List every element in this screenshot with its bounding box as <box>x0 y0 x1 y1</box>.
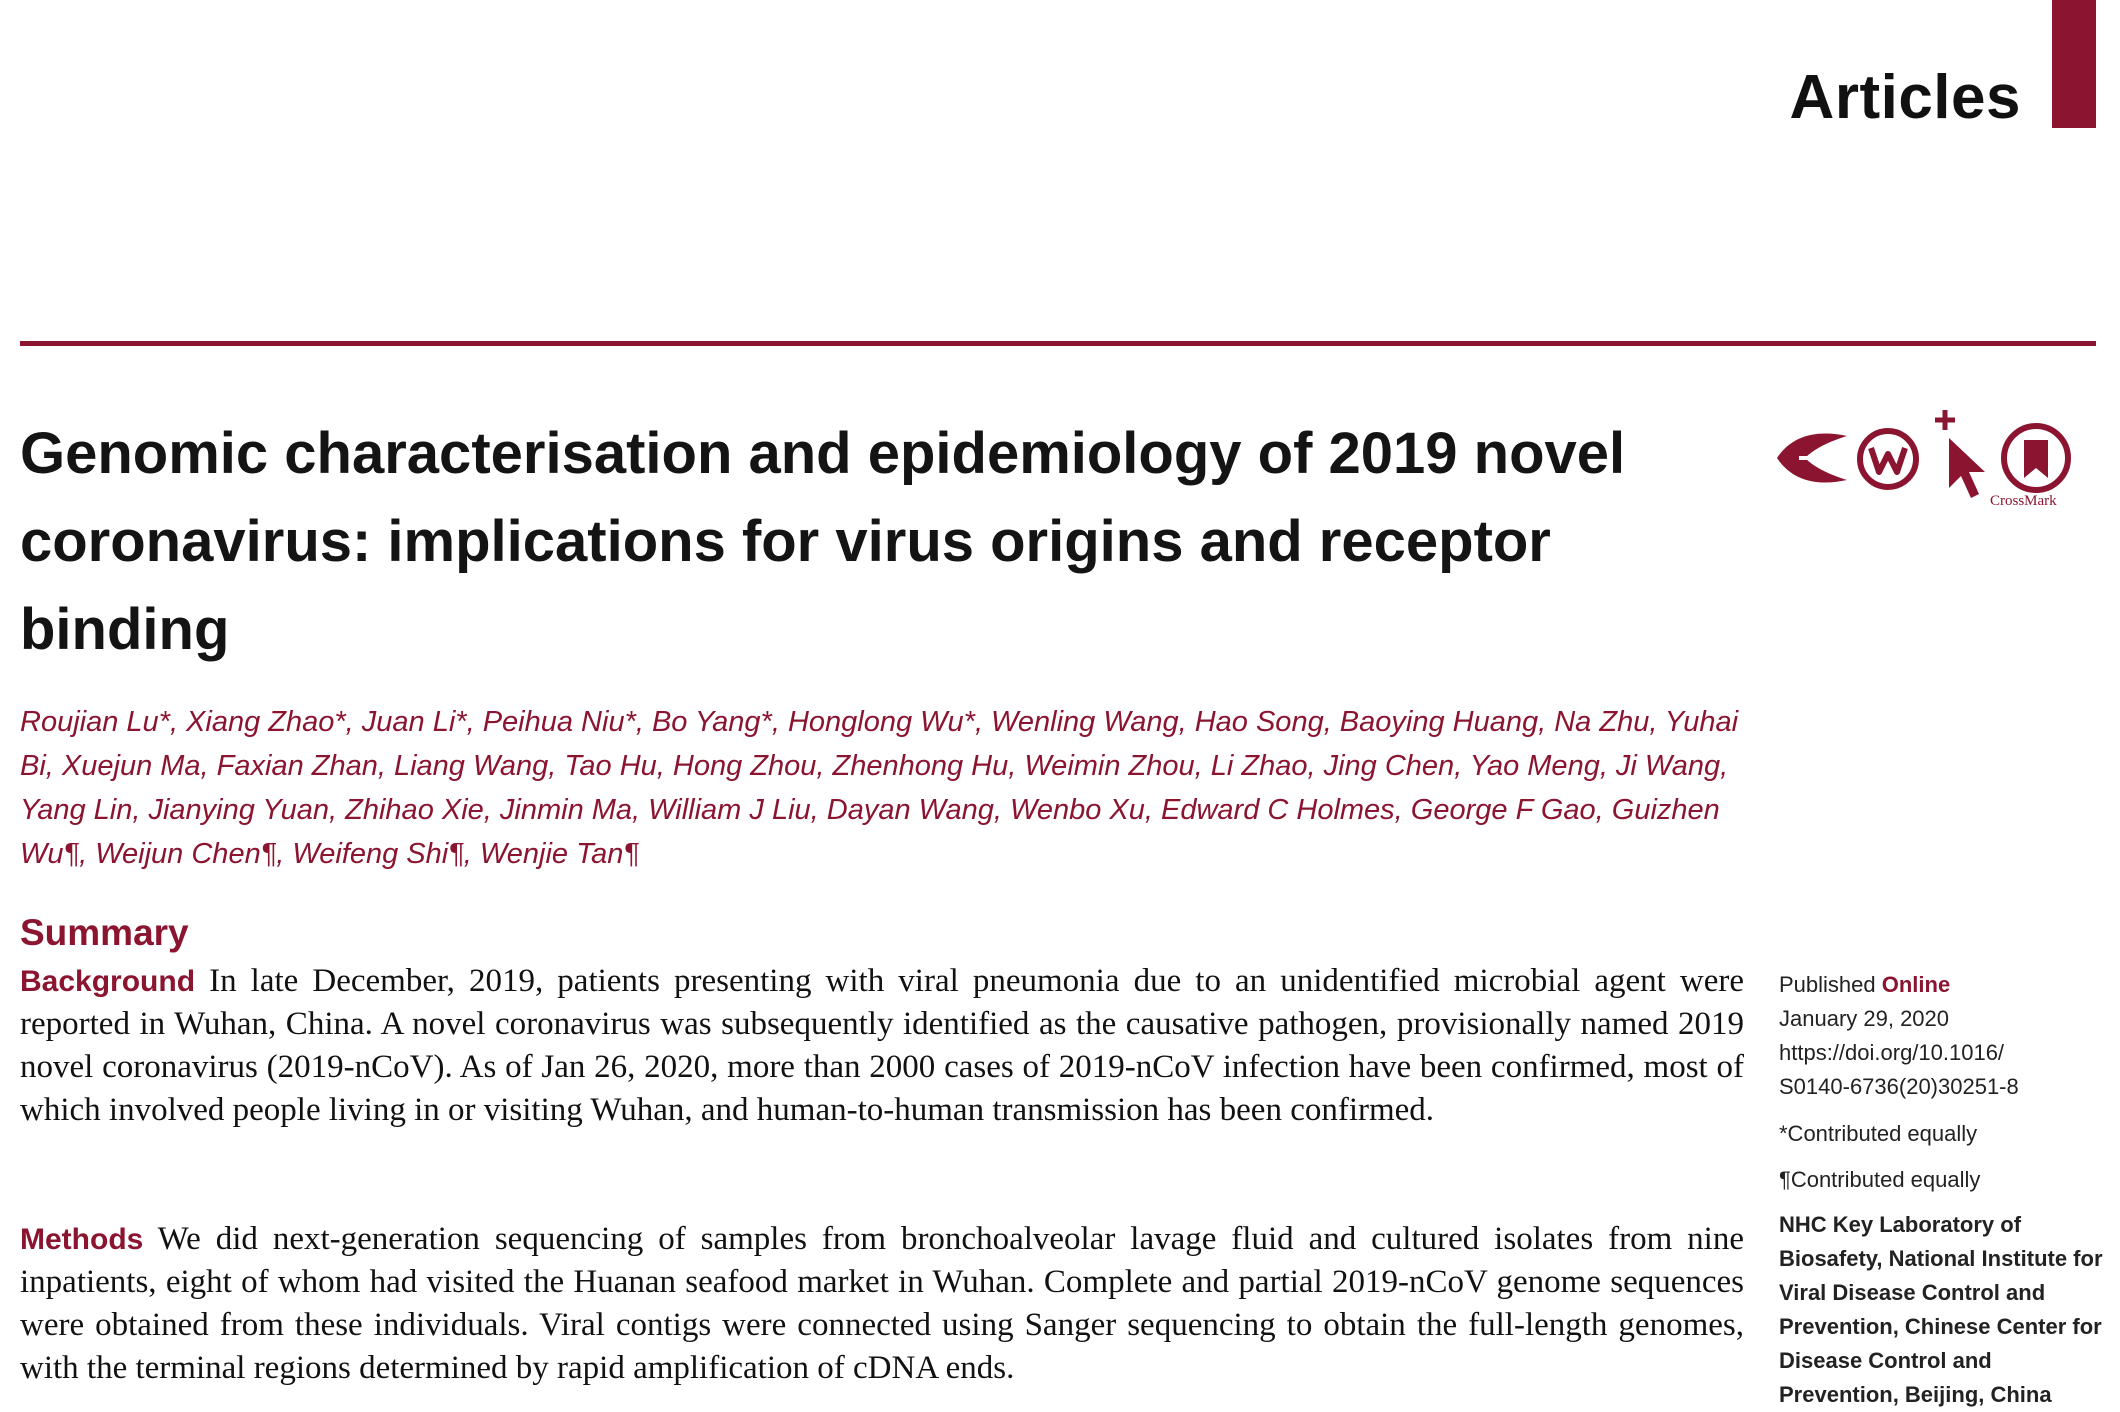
online-label: Online <box>1881 972 1951 997</box>
contrib-note-star: *Contributed equally <box>1779 1121 1978 1146</box>
background-text: In late December, 2019, patients presenting with viral pneumonia due to an unidentified microbial agent were reported in Wuhan, China. A novel coronavirus was subsequently identified as the causative pathogen, provisionally named 2019 novel coronavirus (2019-nCoV). As of Jan 26, 2020, more than 2000 cases of 2019-nCoV infection have been confirmed, most of which involved people living in or visiting Wuhan, and human-to-human transmission has been confirmed. <box>20 963 1744 1128</box>
background-paragraph <box>20 960 1744 1132</box>
methods-text: We did next-generation sequencing of samples from bronchoalveolar lavage fluid and cultured isolates from nine inpatients, eight of whom had visited the Huanan seafood market in Wuhan. Complete and partial 2019-nCoV genome sequences were obtained from these individuals. Viral contigs were connected using Sanger sequencing to obtain the full-length genomes, with the terminal regions determined by rapid amplification of cDNA ends. <box>20 1221 1744 1386</box>
publication-info <box>1779 968 2109 1104</box>
methods-paragraph <box>20 1218 1744 1390</box>
published-label: Published <box>1779 972 1882 997</box>
click-cursor-icon[interactable] <box>1925 408 1995 503</box>
crossmark-icon[interactable] <box>2000 422 2072 494</box>
header-rule <box>20 341 2096 346</box>
lancet-logo-icon[interactable] <box>1775 428 1850 488</box>
section-tab <box>2052 0 2096 128</box>
doi-link-line2[interactable]: S0140-6736(20)30251-8 <box>1779 1074 2019 1099</box>
background-label: Background <box>20 965 196 998</box>
doi-link-line1[interactable]: https://doi.org/10.1016/ <box>1779 1040 2005 1065</box>
web-extra-icon[interactable] <box>1855 426 1921 492</box>
affiliation: NHC Key Laboratory of Biosafety, National Institute for Viral Disease Control and Prevention, Chinese Center for Disease Control and Prevention, Beijing, China <box>1779 1212 2103 1407</box>
publication-date: January 29, 2020 <box>1779 1006 1950 1031</box>
summary-heading: Summary <box>20 912 189 953</box>
methods-label: Methods <box>20 1223 144 1256</box>
crossmark-label: CrossMark <box>1990 493 2057 509</box>
article-title: Genomic characterisation and epidemiology of 2019 novel coronavirus: implications for virus origins and receptor binding <box>20 421 1626 662</box>
contrib-note-pilcrow: ¶Contributed equally <box>1779 1167 1981 1192</box>
author-list: Roujian Lu*, Xiang Zhao*, Juan Li*, Peihua Niu*, Bo Yang*, Honglong Wu*, Wenling Wang, Hao Song, Baoying Huang, Na Zhu, Yuhai Bi, Xuejun Ma, Faxian Zhan, Liang Wang, Tao Hu, Hong Zhou, Zhenhong Hu, Weimin Zhou, Li Zhao, Jing Chen, Yao Meng, Ji Wang, Yang Lin, Jianying Yuan, Zhihao Xie, Jinmin Ma, William J Liu, Dayan Wang, Wenbo Xu, Edward C Holmes, George F Gao, Guizhen Wu¶, Weijun Chen¶, Weifeng Shi¶, Wenjie Tan¶ <box>20 706 1739 870</box>
section-label: Articles <box>1789 63 2021 132</box>
